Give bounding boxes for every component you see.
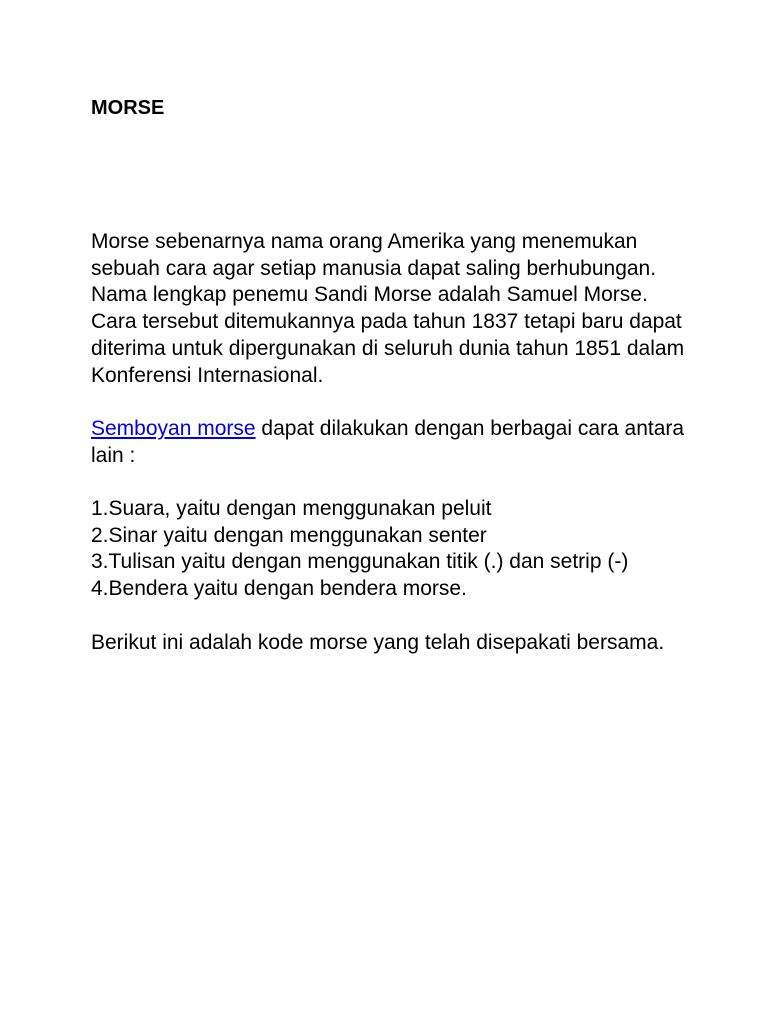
intro-paragraph: Morse sebenarnya nama orang Amerika yang menemukan sebuah cara agar setiap manusia dapat saling berhubungan. Nama lengkap penemu Sandi Morse adalah Samuel Morse. Cara tersebut ditemukannya pada tahun 1837 tetapi baru dapat diterima untuk dipergunakan di seluruh dunia tahun 1851 dalam Konferensi Internasional. xyxy=(91,230,685,387)
list-item: 4.Bendera yaitu dengan bendera morse. xyxy=(91,577,467,601)
closing-paragraph: Berikut ini adalah kode morse yang telah disepakati bersama. xyxy=(91,630,665,654)
list-item: 3.Tulisan yaitu dengan menggunakan titik (.) dan setrip (-) xyxy=(91,550,629,574)
document-body xyxy=(91,229,691,656)
link-paragraph-text: dapat dilakukan dengan berbagai cara antara lain : xyxy=(91,416,685,467)
methods-list xyxy=(91,496,691,603)
semboyan-morse-link[interactable]: Semboyan morse xyxy=(91,416,256,440)
page-title: MORSE xyxy=(91,97,165,119)
paragraph-spacer xyxy=(91,469,691,496)
paragraph-spacer xyxy=(91,389,691,416)
link-paragraph xyxy=(91,416,691,469)
paragraph-spacer xyxy=(91,603,691,630)
list-item: 1.Suara, yaitu dengan menggunakan peluit xyxy=(91,497,492,520)
list-item: 2.Sinar yaitu dengan menggunakan senter xyxy=(91,523,487,547)
